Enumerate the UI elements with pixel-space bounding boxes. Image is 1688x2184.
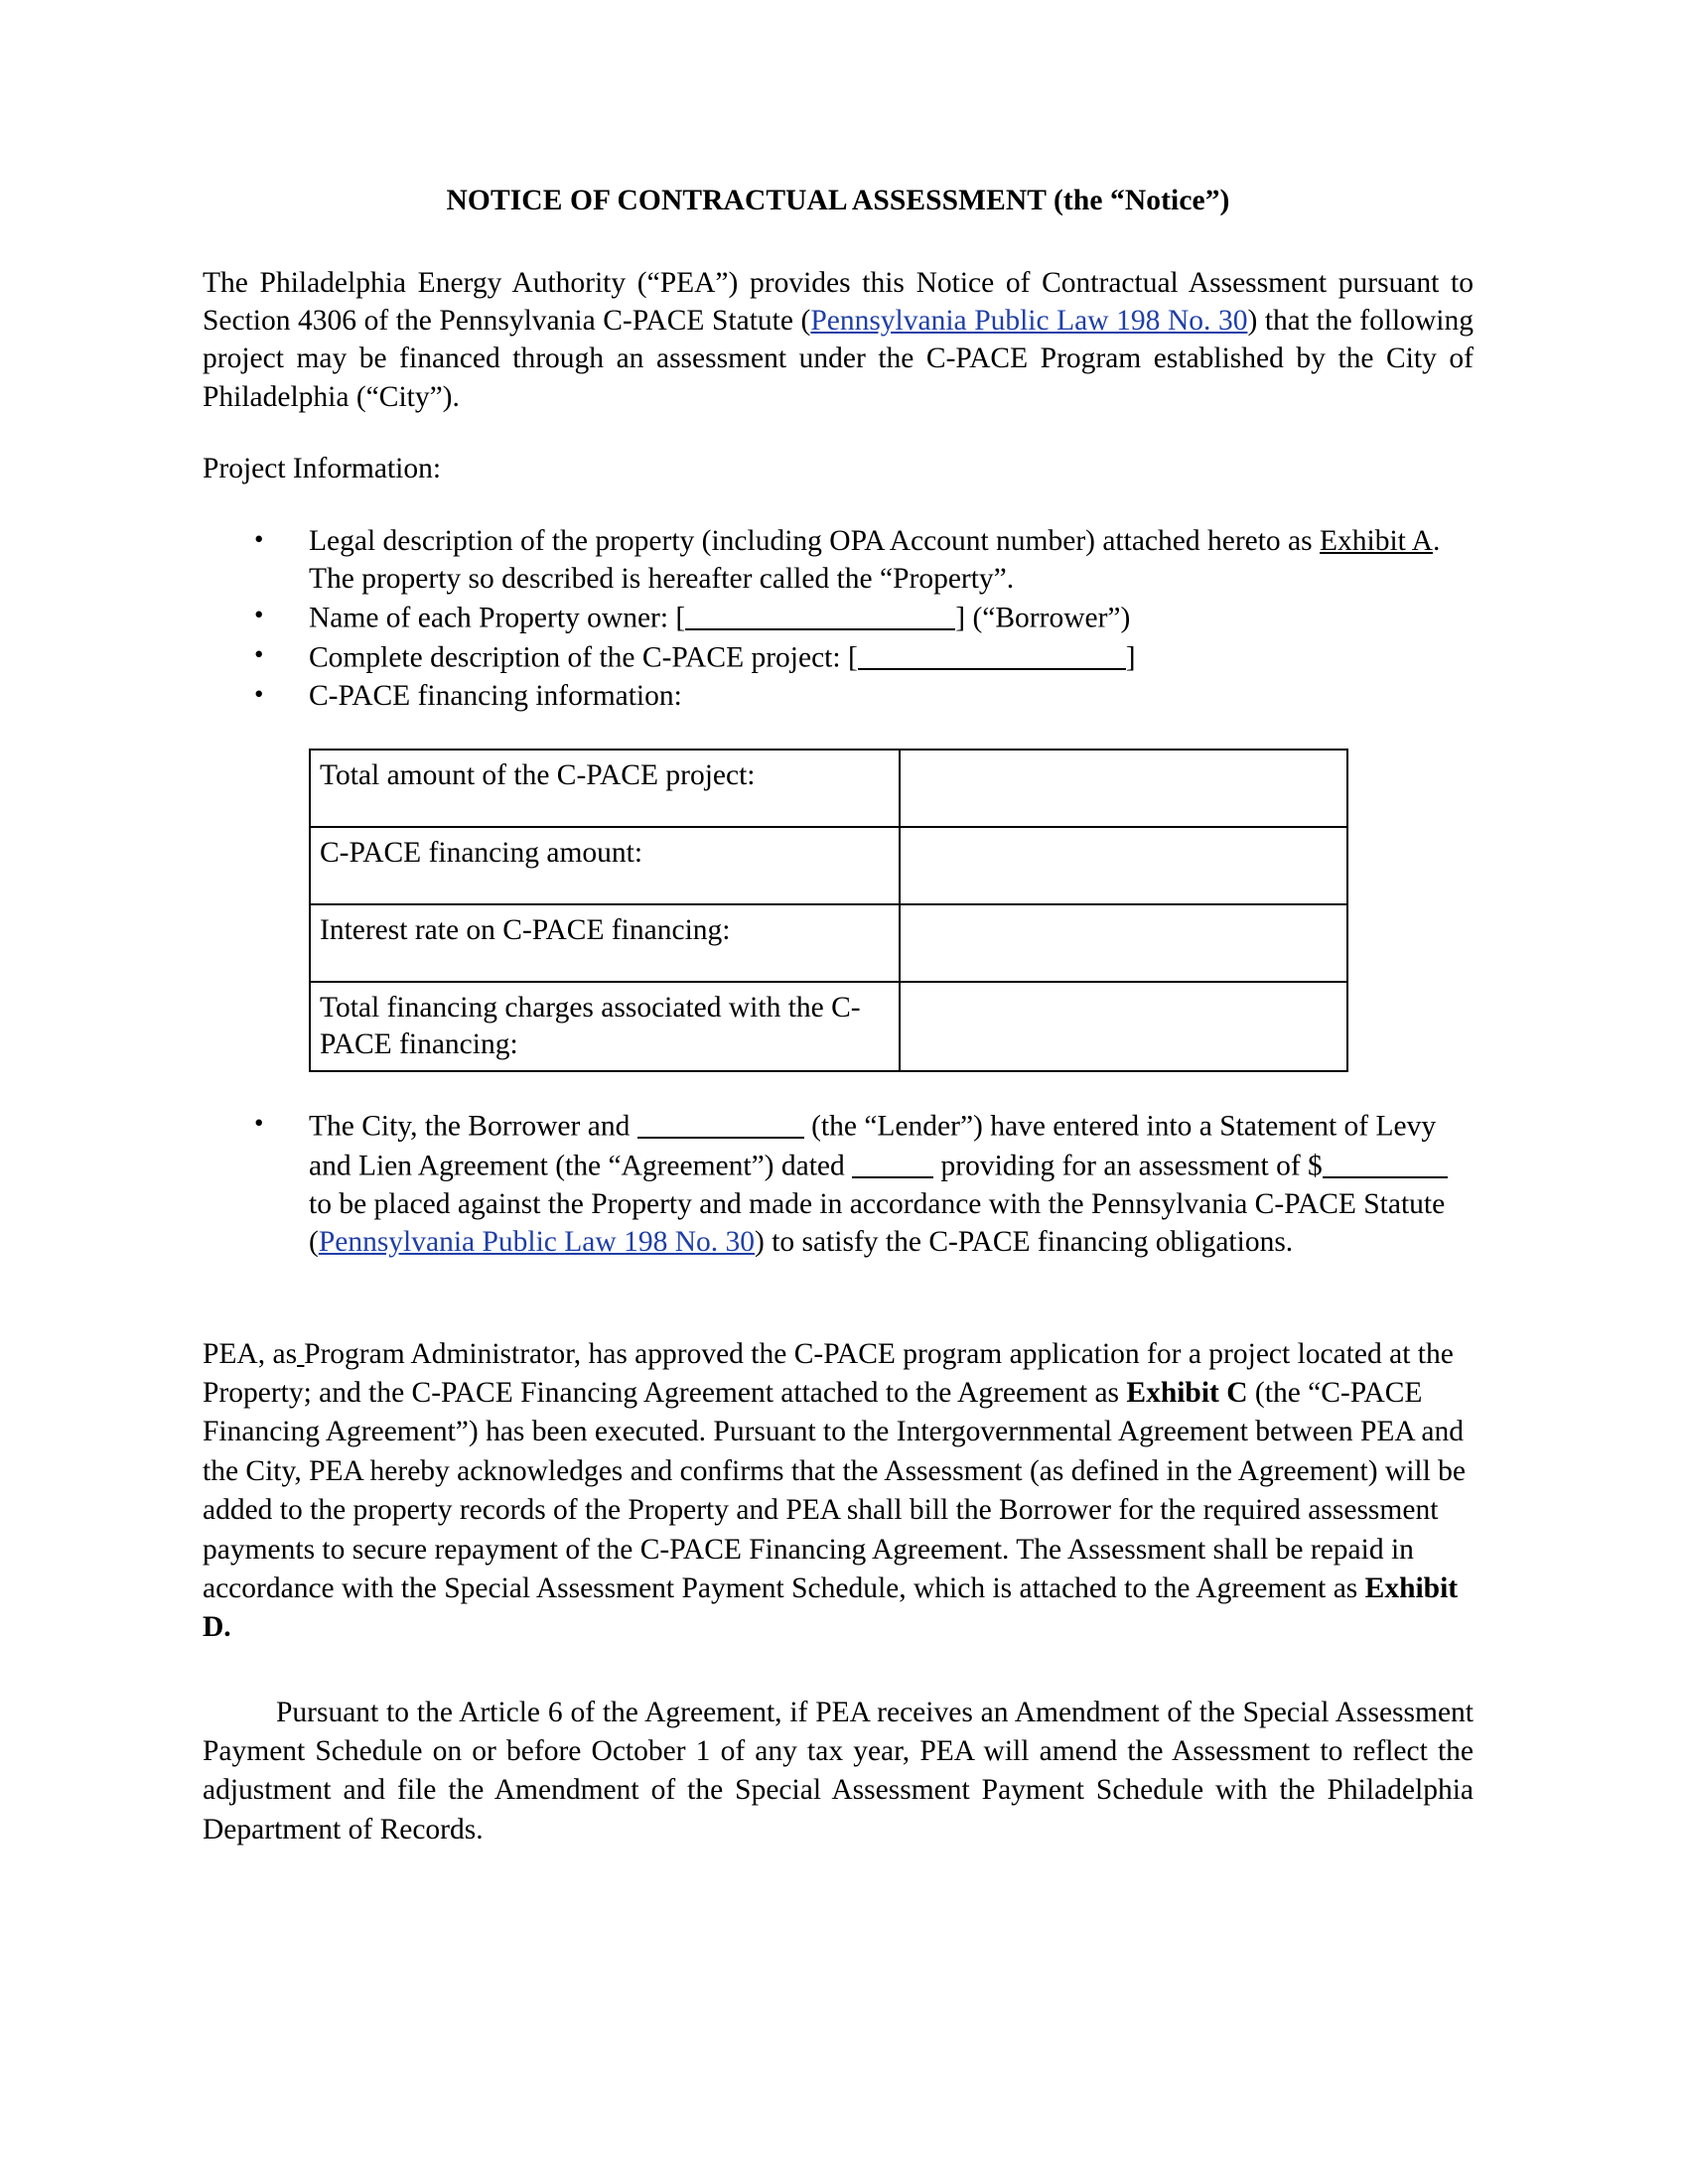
table-row	[310, 904, 1347, 982]
intro-paragraph	[203, 264, 1474, 416]
table-cell-label: Total financing charges associated with the C-PACE financing:	[310, 982, 900, 1071]
pea-paragraph-part2: Program Administrator, has approved the C-PACE program application for a project located at the Property; and the C-PACE Financing Agreement attached to the Agreement as	[203, 1337, 1454, 1410]
pea-approval-paragraph	[203, 1335, 1474, 1648]
statement-part1: The City, the Borrower and	[309, 1110, 637, 1143]
table-cell-value[interactable]	[900, 827, 1347, 904]
list-item-statement-of-levy	[203, 1106, 1474, 1261]
assessment-amount-blank-field[interactable]	[1323, 1146, 1448, 1178]
project-information-list	[203, 522, 1474, 716]
legal-description-part2: . The property so described is hereafter called the “Property”.	[309, 524, 1441, 595]
document-body	[203, 184, 1474, 1849]
table-row	[310, 982, 1347, 1071]
date-blank-field[interactable]	[852, 1146, 933, 1178]
pea-paragraph-part1: PEA, as	[203, 1337, 298, 1370]
intro-text-part2: ) that the following project may be financed through an assessment under the C-PACE Program established by the City of Philadelphia (“City”).	[203, 305, 1474, 413]
list-item-project-description	[203, 637, 1474, 677]
project-description-part1: Complete description of the C-PACE project: [	[309, 641, 858, 674]
statement-list	[203, 1106, 1474, 1261]
amendment-paragraph: Pursuant to the Article 6 of the Agreement, if PEA receives an Amendment of the Special Assessment Payment Schedule on or before October 1 of any tax year, PEA will amend the Assessment to reflect the adjustment and file the Amendment of the Special Assessment Payment Schedule with the Philadelphia Department of Records.	[203, 1696, 1474, 1845]
statement-part2: (the “Lender”) have entered into a Statement of Levy and Lien Agreement (the “Agreement”) dated	[309, 1110, 1437, 1182]
property-owner-blank-field[interactable]	[685, 598, 955, 630]
table-cell-value[interactable]	[900, 904, 1347, 982]
statement-part5: ) to satisfy the C-PACE financing obligations.	[755, 1226, 1294, 1259]
table-row	[310, 827, 1347, 904]
financing-table	[309, 749, 1348, 1072]
list-item-financing-information	[203, 677, 1474, 715]
pea-paragraph-part3: (the “C-PACE Financing Agreement”) has been executed. Pursuant to the Intergovernmental Agreement between PEA and the City, PEA hereby acknowledges and confirms that the Assessment (as defined in the Agreement) will be added to the property records of the Property and PEA shall bill the Borrower for the required assessment payments to secure repayment of the C-PACE Financing Agreement. The Assessment shall be repaid in accordance with the Special Assessment Payment Schedule, which is attached to the Agreement as	[203, 1377, 1467, 1604]
legal-description-part1: Legal description of the property (including OPA Account number) attached hereto as	[309, 524, 1321, 557]
table-cell-label: Total amount of the C-PACE project:	[310, 750, 900, 827]
statement-part3: providing for an assessment of $	[933, 1150, 1323, 1182]
owner-label-part1: Name of each Property owner: [	[309, 602, 686, 634]
lender-blank-field[interactable]	[637, 1106, 804, 1139]
statement-part4: to be placed against the Property and made in accordance with the Pennsylvania C-PACE Statute (	[309, 1187, 1446, 1259]
pa-public-law-link-2[interactable]: Pennsylvania Public Law 198 No. 30	[318, 1226, 756, 1259]
list-item-legal-description	[203, 522, 1474, 599]
project-description-part2: ]	[1125, 641, 1136, 674]
list-item-property-owner	[203, 598, 1474, 637]
table-cell-label: C-PACE financing amount:	[310, 827, 900, 904]
project-information-heading: Project Information:	[203, 453, 442, 485]
financing-info-label: C-PACE financing information:	[309, 679, 682, 712]
exhibit-a-reference: Exhibit A	[1320, 524, 1433, 557]
exhibit-c-reference: Exhibit C	[1126, 1377, 1248, 1410]
inline-underscore-mark	[297, 1335, 304, 1374]
table-cell-label: Interest rate on C-PACE financing:	[310, 904, 900, 982]
pa-public-law-link[interactable]: Pennsylvania Public Law 198 No. 30	[810, 305, 1248, 338]
exhibit-d-reference: Exhibit D.	[203, 1571, 1459, 1644]
owner-label-part2: ] (“Borrower”)	[955, 602, 1131, 634]
intro-text-part1: The Philadelphia Energy Authority (“PEA”) provides this Notice of Contractual Assessment pursuant to Section 4306 of the Pennsylvania C-PACE Statute (	[203, 266, 1474, 338]
page-title: NOTICE OF CONTRACTUAL ASSESSMENT (the “Notice”)	[446, 185, 1230, 216]
table-cell-value[interactable]	[900, 750, 1347, 827]
table-cell-value[interactable]	[900, 982, 1347, 1071]
project-description-blank-field[interactable]	[858, 637, 1126, 670]
table-row	[310, 750, 1347, 827]
